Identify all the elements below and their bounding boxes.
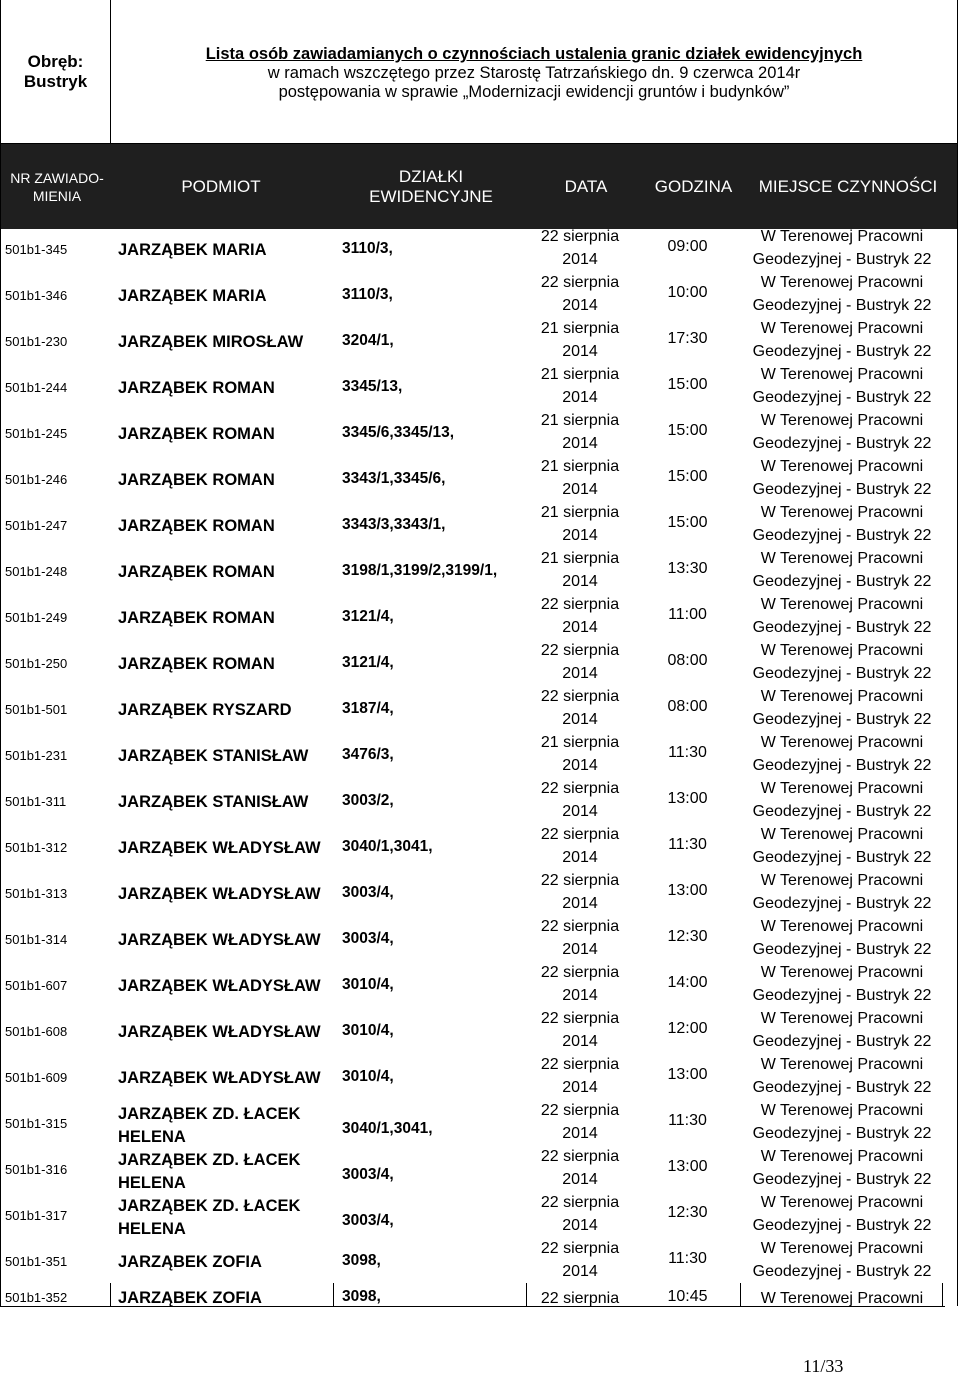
cell-place: W Terenowej Pracowni Geodezyjnej - Bustryk 22 [752, 320, 932, 360]
cell-date: 21 sierpnia 2014 [540, 458, 620, 498]
cell-place: W Terenowej Pracowni Geodezyjnej - Bustryk 22 [752, 1056, 932, 1096]
table-row [0, 229, 943, 275]
cell-podmiot: JARZĄBEK MIROSŁAW [118, 333, 304, 351]
cell-place: W Terenowej Pracowni [760, 1290, 924, 1307]
table-row [0, 1057, 943, 1103]
cell-time: 14:00 [667, 974, 708, 991]
page-number: 11/33 [803, 1356, 844, 1376]
cell-nr: 501b1-501 [5, 702, 68, 717]
cell-date: 22 sierpnia 2014 [540, 918, 620, 958]
cell-podmiot: JARZĄBEK WŁADYSŁAW [118, 885, 321, 903]
cell-time: 11:30 [668, 1112, 707, 1129]
cell-podmiot: JARZĄBEK STANISŁAW [118, 793, 309, 811]
cell-dzialki: 3040/1,3041, [342, 838, 433, 855]
table-row [0, 505, 943, 551]
cell-time: 15:00 [667, 376, 708, 393]
cell-time: 13:00 [667, 790, 708, 807]
cell-dzialki: 3345/6,3345/13, [342, 424, 455, 441]
cell-nr: 501b1-245 [5, 426, 68, 441]
cell-date: 22 sierpnia 2014 [540, 228, 620, 268]
document-title [111, 0, 957, 144]
cell-place: W Terenowej Pracowni Geodezyjnej - Bustryk 22 [752, 504, 932, 544]
cell-place: W Terenowej Pracowni Geodezyjnej - Bustryk 22 [752, 1148, 932, 1188]
cell-dzialki: 3003/4, [342, 884, 394, 901]
table-row [0, 1011, 943, 1057]
cell-time: 11:30 [668, 1250, 707, 1267]
cell-podmiot: JARZĄBEK ROMAN [118, 563, 275, 581]
cell-podmiot: JARZĄBEK ROMAN [118, 471, 275, 489]
cell-nr: 501b1-247 [5, 518, 68, 533]
table-row [0, 965, 943, 1011]
table-border-right [957, 229, 958, 1306]
cell-place: W Terenowej Pracowni Geodezyjnej - Bustryk 22 [752, 688, 932, 728]
cell-place: W Terenowej Pracowni Geodezyjnej - Bustryk 22 [752, 1240, 932, 1280]
cell-nr: 501b1-316 [5, 1162, 68, 1177]
cell-nr: 501b1-313 [5, 886, 68, 901]
table-row [0, 1195, 943, 1241]
cell-date: 22 sierpnia 2014 [540, 1010, 620, 1050]
cell-dzialki: 3010/4, [342, 976, 394, 993]
cell-dzialki: 3476/3, [342, 746, 394, 763]
table-row [0, 321, 943, 367]
cell-dzialki: 3003/4, [342, 930, 394, 947]
table-row [0, 1103, 943, 1149]
column-header-godzina: GODZINA [654, 176, 733, 196]
cell-dzialki: 3003/4, [342, 1212, 394, 1229]
cell-podmiot: JARZĄBEK ZD. ŁACEK HELENA [118, 1151, 301, 1192]
cell-time: 15:00 [667, 422, 708, 439]
table-row [0, 1241, 943, 1287]
column-header-row [1, 144, 957, 229]
obreb-cell [1, 0, 111, 144]
cell-time: 09:00 [667, 238, 708, 255]
cell-dzialki: 3003/4, [342, 1166, 394, 1183]
cell-nr: 501b1-250 [5, 656, 68, 671]
cell-podmiot: JARZĄBEK WŁADYSŁAW [118, 839, 321, 857]
cell-time: 13:00 [667, 1066, 708, 1083]
cell-podmiot: JARZĄBEK ROMAN [118, 425, 275, 443]
title-line-2: w ramach wszczętego przez Starostę Tatrzańskiego dn. 9 czerwca 2014r [267, 64, 801, 82]
cell-dzialki: 3110/3, [342, 286, 393, 303]
table-row [0, 735, 943, 781]
cell-nr: 501b1-607 [5, 978, 68, 993]
cell-time: 13:30 [667, 560, 708, 577]
cell-nr: 501b1-608 [5, 1024, 68, 1039]
table-row [0, 919, 943, 965]
cell-dzialki: 3204/1, [342, 332, 394, 349]
cell-podmiot: JARZĄBEK ROMAN [118, 379, 275, 397]
cell-place: W Terenowej Pracowni Geodezyjnej - Bustryk 22 [752, 1194, 932, 1234]
cell-nr: 501b1-351 [5, 1254, 68, 1269]
cell-dzialki: 3198/1,3199/2,3199/1, [342, 562, 498, 579]
cell-dzialki: 3003/2, [342, 792, 394, 809]
table-row [0, 1287, 943, 1311]
header-top [1, 0, 957, 144]
cell-place: W Terenowej Pracowni Geodezyjnej - Bustryk 22 [752, 458, 932, 498]
cell-time: 10:45 [667, 1288, 708, 1305]
obreb-value: Bustryk [23, 71, 88, 91]
cell-dzialki: 3343/3,3343/1, [342, 516, 446, 533]
cell-time: 11:30 [668, 744, 707, 761]
cell-date: 22 sierpnia 2014 [540, 780, 620, 820]
cell-podmiot: JARZĄBEK ROMAN [118, 655, 275, 673]
cell-date: 22 sierpnia 2014 [540, 1102, 620, 1142]
cell-dzialki: 3343/1,3345/6, [342, 470, 446, 487]
cell-date: 22 sierpnia 2014 [540, 1056, 620, 1096]
table-row [0, 275, 943, 321]
cell-time: 13:00 [667, 882, 708, 899]
cell-nr: 501b1-246 [5, 472, 68, 487]
table-row [0, 873, 943, 919]
cell-place: W Terenowej Pracowni Geodezyjnej - Bustryk 22 [752, 596, 932, 636]
table-row [0, 689, 943, 735]
table-row [0, 827, 943, 873]
cell-date: 22 sierpnia 2014 [540, 642, 620, 682]
cell-date: 21 sierpnia 2014 [540, 320, 620, 360]
cell-time: 15:00 [667, 468, 708, 485]
table-row [0, 413, 943, 459]
table-row [0, 459, 943, 505]
cell-dzialki: 3345/13, [342, 378, 403, 395]
cell-dzialki: 3121/4, [342, 654, 394, 671]
table-row [0, 597, 943, 643]
cell-date: 22 sierpnia 2014 [540, 826, 620, 866]
cell-time: 08:00 [667, 698, 708, 715]
cell-date: 22 sierpnia 2014 [540, 688, 620, 728]
cell-time: 11:30 [668, 836, 707, 853]
cell-dzialki: 3121/4, [342, 608, 394, 625]
table-row [0, 551, 943, 597]
cell-nr: 501b1-315 [5, 1116, 68, 1131]
column-header-nr: NR ZAWIADO- MIENIA [10, 169, 104, 204]
cell-dzialki: 3098, [342, 1288, 381, 1305]
table-row [0, 367, 943, 413]
cell-place: W Terenowej Pracowni Geodezyjnej - Bustryk 22 [752, 550, 932, 590]
cell-date: 21 sierpnia 2014 [540, 734, 620, 774]
cell-time: 13:00 [667, 1158, 708, 1175]
cell-nr: 501b1-314 [5, 932, 68, 947]
cell-podmiot: JARZĄBEK MARIA [118, 287, 267, 305]
cell-nr: 501b1-249 [5, 610, 68, 625]
cell-dzialki: 3010/4, [342, 1068, 394, 1085]
cell-nr: 501b1-231 [5, 748, 68, 763]
cell-date: 21 sierpnia 2014 [540, 504, 620, 544]
cell-podmiot: JARZĄBEK RYSZARD [118, 701, 292, 719]
cell-time: 12:30 [667, 928, 708, 945]
cell-time: 12:30 [667, 1204, 708, 1221]
column-header-dzialki: DZIAŁKI EWIDENCYJNE [369, 166, 493, 206]
cell-nr: 501b1-345 [5, 242, 68, 257]
cell-time: 10:00 [667, 284, 708, 301]
table-row [0, 1149, 943, 1195]
cell-podmiot: JARZĄBEK ZOFIA [118, 1253, 262, 1271]
cell-place: W Terenowej Pracowni Geodezyjnej - Bustryk 22 [752, 780, 932, 820]
cell-time: 08:00 [667, 652, 708, 669]
column-header-data: DATA [564, 176, 608, 196]
cell-place: W Terenowej Pracowni Geodezyjnej - Bustryk 22 [752, 1102, 932, 1142]
cell-place: W Terenowej Pracowni Geodezyjnej - Bustryk 22 [752, 366, 932, 406]
cell-place: W Terenowej Pracowni Geodezyjnej - Bustryk 22 [752, 412, 932, 452]
cell-podmiot: JARZĄBEK WŁADYSŁAW [118, 1023, 321, 1041]
cell-podmiot: JARZĄBEK ZD. ŁACEK HELENA [118, 1197, 301, 1238]
cell-date: 22 sierpnia 2014 [540, 1240, 620, 1280]
table-row [0, 643, 943, 689]
cell-date: 22 sierpnia 2014 [540, 872, 620, 912]
cell-date: 22 sierpnia 2014 [540, 964, 620, 1004]
cell-nr: 501b1-346 [5, 288, 68, 303]
cell-dzialki: 3098, [342, 1252, 381, 1269]
cell-podmiot: JARZĄBEK ZD. ŁACEK HELENA [118, 1105, 301, 1146]
cell-nr: 501b1-317 [5, 1208, 68, 1223]
cell-dzialki: 3040/1,3041, [342, 1120, 433, 1137]
cell-nr: 501b1-609 [5, 1070, 68, 1085]
cell-time: 17:30 [667, 330, 708, 347]
table-row [0, 781, 943, 827]
cell-nr: 501b1-248 [5, 564, 68, 579]
cell-place: W Terenowej Pracowni Geodezyjnej - Bustryk 22 [752, 872, 932, 912]
cell-podmiot: JARZĄBEK WŁADYSŁAW [118, 1069, 321, 1087]
cell-nr: 501b1-230 [5, 334, 68, 349]
cell-place: W Terenowej Pracowni Geodezyjnej - Bustryk 22 [752, 826, 932, 866]
cell-podmiot: JARZĄBEK MARIA [118, 241, 267, 259]
cell-podmiot: JARZĄBEK ZOFIA [118, 1289, 262, 1307]
title-line-1: Lista osób zawiadamianych o czynnościach ustalenia granic działek ewidencyjnych [205, 45, 863, 63]
cell-place: W Terenowej Pracowni Geodezyjnej - Bustryk 22 [752, 274, 932, 314]
cell-podmiot: JARZĄBEK ROMAN [118, 517, 275, 535]
cell-time: 12:00 [667, 1020, 708, 1037]
cell-nr: 501b1-244 [5, 380, 68, 395]
cell-podmiot: JARZĄBEK STANISŁAW [118, 747, 309, 765]
cell-place: W Terenowej Pracowni Geodezyjnej - Bustryk 22 [752, 642, 932, 682]
document-header [0, 0, 958, 229]
cell-date: 21 sierpnia 2014 [540, 412, 620, 452]
column-header-miejsce: MIEJSCE CZYNNOŚCI [758, 176, 938, 196]
cell-date: 22 sierpnia [540, 1290, 620, 1307]
cell-nr: 501b1-311 [5, 794, 67, 809]
cell-date: 22 sierpnia 2014 [540, 1194, 620, 1234]
cell-place: W Terenowej Pracowni Geodezyjnej - Bustryk 22 [752, 734, 932, 774]
cell-place: W Terenowej Pracowni Geodezyjnej - Bustryk 22 [752, 918, 932, 958]
cell-date: 22 sierpnia 2014 [540, 1148, 620, 1188]
cell-podmiot: JARZĄBEK ROMAN [118, 609, 275, 627]
cell-date: 22 sierpnia 2014 [540, 596, 620, 636]
cell-place: W Terenowej Pracowni Geodezyjnej - Bustryk 22 [752, 228, 932, 268]
column-header-podmiot: PODMIOT [181, 176, 261, 196]
cell-place: W Terenowej Pracowni Geodezyjnej - Bustryk 22 [752, 1010, 932, 1050]
cell-dzialki: 3187/4, [342, 700, 394, 717]
cell-place: W Terenowej Pracowni Geodezyjnej - Bustryk 22 [752, 964, 932, 1004]
cell-nr: 501b1-312 [5, 840, 68, 855]
cell-podmiot: JARZĄBEK WŁADYSŁAW [118, 977, 321, 995]
cell-date: 22 sierpnia 2014 [540, 274, 620, 314]
cell-time: 11:00 [668, 606, 707, 623]
title-line-3: postępowania w sprawie „Modernizacji ewidencji gruntów i budynków” [278, 83, 790, 101]
cell-time: 15:00 [667, 514, 708, 531]
cell-date: 21 sierpnia 2014 [540, 550, 620, 590]
obreb-label: Obręb: [27, 51, 84, 71]
cell-podmiot: JARZĄBEK WŁADYSŁAW [118, 931, 321, 949]
cell-dzialki: 3010/4, [342, 1022, 394, 1039]
cell-nr: 501b1-352 [5, 1290, 68, 1305]
cell-date: 21 sierpnia 2014 [540, 366, 620, 406]
cell-dzialki: 3110/3, [342, 240, 393, 257]
